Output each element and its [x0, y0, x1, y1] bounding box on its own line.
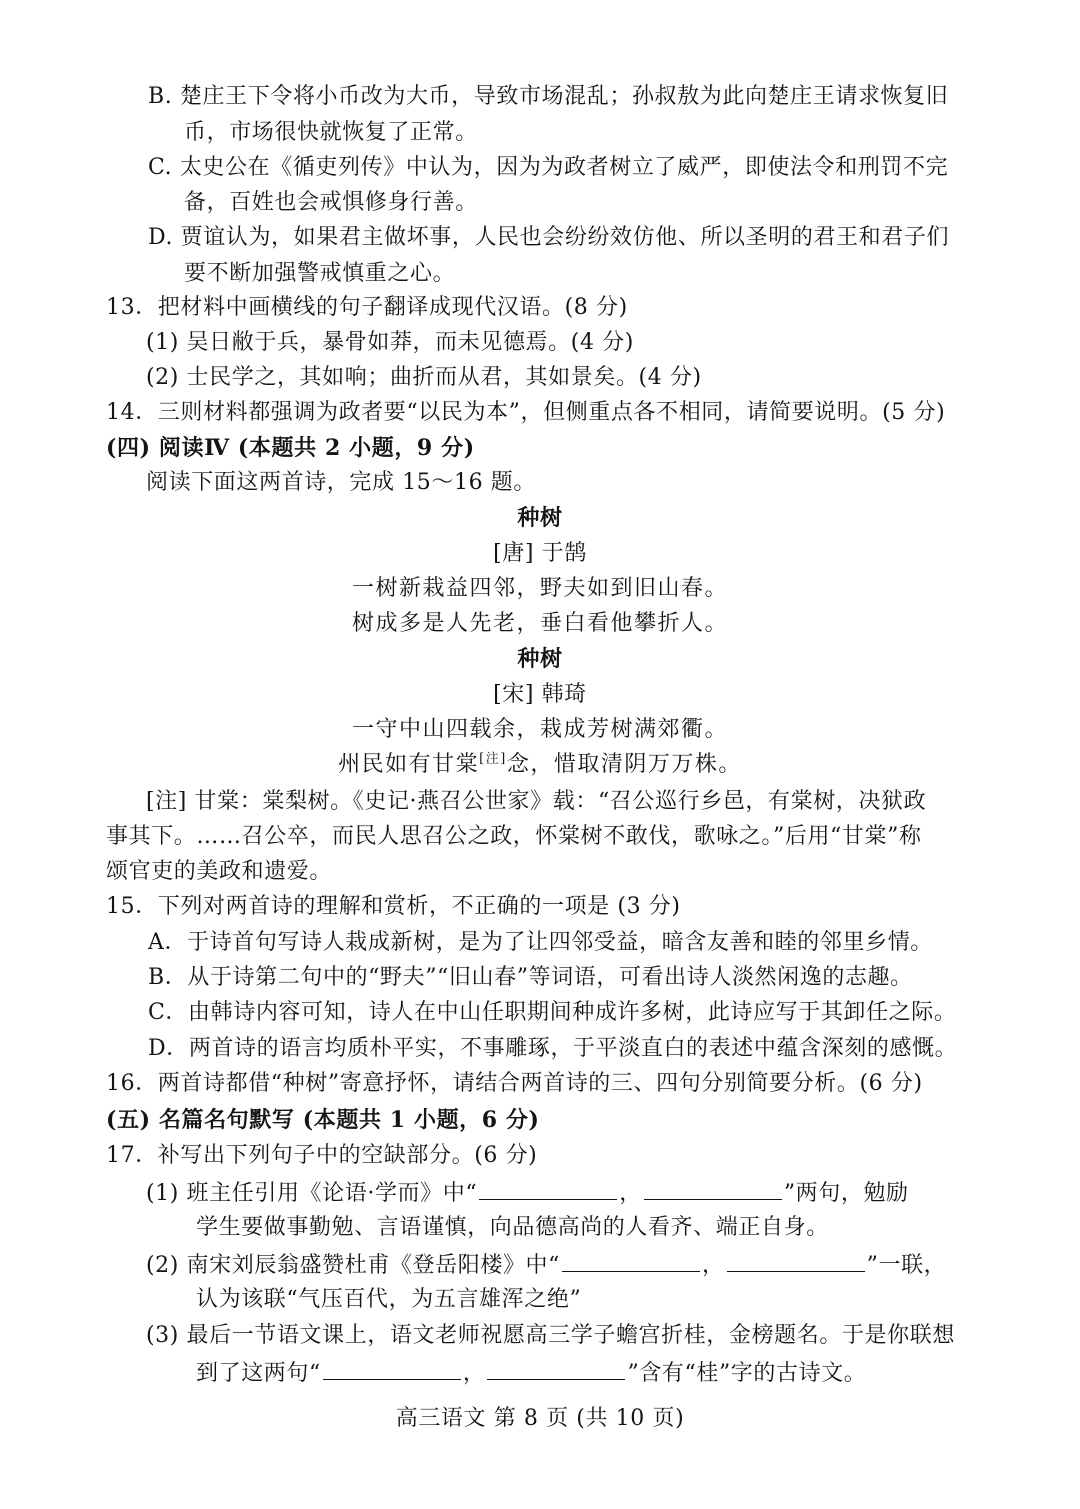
q12-option-d-line1: D. 贾谊认为，如果君主做坏事，人民也会纷纷效仿他、所以圣明的君王和君子们	[148, 225, 950, 250]
q15-option-a: A．于诗首句写诗人栽成新树，是为了让四邻受益，暗含友善和睦的邻里乡情。	[148, 930, 933, 955]
q17-item-1-comma: ，	[619, 1181, 642, 1206]
q17-stem: 17．补写出下列句子中的空缺部分。(6 分)	[106, 1143, 538, 1168]
section-5-heading: (五) 名篇名句默写 (本题共 1 小题，6 分)	[106, 1107, 540, 1133]
q16-stem: 16．两首诗都借“种树”寄意抒怀，请结合两首诗的三、四句分别简要分析。(6 分)	[106, 1071, 923, 1096]
q13-item-2: (2) 士民学之，其如响；曲折而从君，其如景矣。(4 分)	[146, 365, 702, 390]
q15-option-b: B．从于诗第二句中的“野夫”“旧山春”等词语，可看出诗人淡然闲逸的志趣。	[148, 965, 913, 990]
q15-option-c: C．由韩诗内容可知，诗人在中山任职期间种成许多树，此诗应写于其卸任之际。	[148, 1000, 957, 1025]
q13-item-1: (1) 吴日敝于兵，暴骨如莽，而未见德焉。(4 分)	[146, 330, 634, 355]
q17-item-2-text-b: ”一联，	[866, 1253, 947, 1278]
q15-option-d: D．两首诗的语言均质朴平实，不事雕琢，于平淡直白的表述中蕴含深刻的感慨。	[148, 1036, 958, 1061]
poem-1-author: [唐] 于鹄	[493, 541, 587, 566]
poem-2-line-1: 一守中山四载余，栽成芳树满郊衢。	[351, 717, 728, 742]
q12-option-b-line1: B. 楚庄王下令将小币改为大币，导致市场混乱；孙叔敖为此向楚庄王请求恢复旧	[148, 84, 949, 109]
q17-item-2-blank-2	[727, 1249, 865, 1272]
q17-item-2-text-a: (2) 南宋刘辰翁盛赞杜甫《登岳阳楼》中“	[146, 1253, 561, 1278]
poem-2-line-2	[0, 750, 1080, 780]
q17-item-3-comma: ，	[462, 1361, 486, 1386]
q17-item-3-blank-2	[487, 1357, 625, 1380]
q13-stem: 13．把材料中画横线的句子翻译成现代汉语。(8 分)	[106, 295, 628, 320]
footnote-marker: [注]	[479, 751, 507, 767]
q15-stem: 15．下列对两首诗的理解和赏析，不正确的一项是 (3 分)	[106, 894, 681, 919]
q17-item-1-text-b: ”两句，勉励	[783, 1181, 909, 1206]
poem-1-line-2: 树成多是人先老，垂白看他攀折人。	[351, 611, 728, 636]
note-line-1: [注] 甘棠：棠梨树。《史记·燕召公世家》载：“召公巡行乡邑，有棠树，决狱政	[146, 789, 927, 814]
q17-item-2-blank-1	[562, 1249, 700, 1272]
section-4-heading: (四) 阅读Ⅳ (本题共 2 小题，9 分)	[106, 435, 475, 461]
q17-item-3-text-a: 到了这两句“	[196, 1361, 321, 1386]
q17-item-1-text-a: (1) 班主任引用《论语·学而》中“	[146, 1181, 478, 1206]
section-4-intro: 阅读下面这两首诗，完成 15～16 题。	[146, 470, 536, 495]
q17-item-1-blank-2	[644, 1177, 782, 1200]
q17-item-2-line-1	[146, 1249, 946, 1281]
q17-item-2-line-2: 认为该联“气压百代，为五言雄浑之绝”	[196, 1287, 582, 1312]
q12-option-d-line2: 要不断加强警戒慎重之心。	[184, 261, 456, 286]
q12-option-c-line2: 备，百姓也会戒惧修身行善。	[184, 190, 478, 215]
q12-option-b-line2: 币，市场很快就恢复了正常。	[184, 120, 478, 145]
q17-item-3-line-1: (3) 最后一节语文课上，语文老师祝愿高三学子蟾宫折桂，金榜题名。于是你联想	[146, 1323, 955, 1348]
q17-item-3-line-2	[196, 1357, 866, 1389]
q17-item-1-blank-1	[479, 1177, 617, 1200]
q17-item-2-comma: ，	[702, 1253, 725, 1278]
poem-1-title: 种树	[517, 505, 563, 531]
q17-item-1-line-1	[146, 1177, 909, 1209]
poem-2-line-2-part-1: 州民如有甘棠	[338, 752, 480, 777]
q17-item-1-line-2: 学生要做事勤勉、言语谨慎，向品德高尚的人看齐、端正自身。	[196, 1215, 829, 1240]
q14-stem: 14．三则材料都强调为政者要“以民为本”，但侧重点各不相同，请简要说明。(5 分)	[106, 400, 946, 425]
page-footer: 高三语文 第 8 页 (共 10 页)	[395, 1406, 685, 1431]
poem-2-author: [宋] 韩琦	[493, 682, 587, 707]
q17-item-3-blank-1	[323, 1357, 461, 1380]
note-line-2: 事其下。……召公卒，而民人思召公之政，怀棠树不敢伐，歌咏之。”后用“甘棠”称	[106, 824, 922, 849]
poem-2-title: 种树	[517, 646, 563, 672]
q17-item-3-text-b: ”含有“桂”字的古诗文。	[627, 1361, 867, 1386]
note-line-3: 颂官吏的美政和遗爱。	[106, 859, 333, 884]
poem-1-line-1: 一树新栽益四邻，野夫如到旧山春。	[351, 576, 728, 601]
poem-2-line-2-part-2: 念，惜取清阴万万株。	[506, 752, 742, 777]
q12-option-c-line1: C. 太史公在《循吏列传》中认为，因为为政者树立了威严，即使法令和刑罚不完	[148, 155, 949, 180]
